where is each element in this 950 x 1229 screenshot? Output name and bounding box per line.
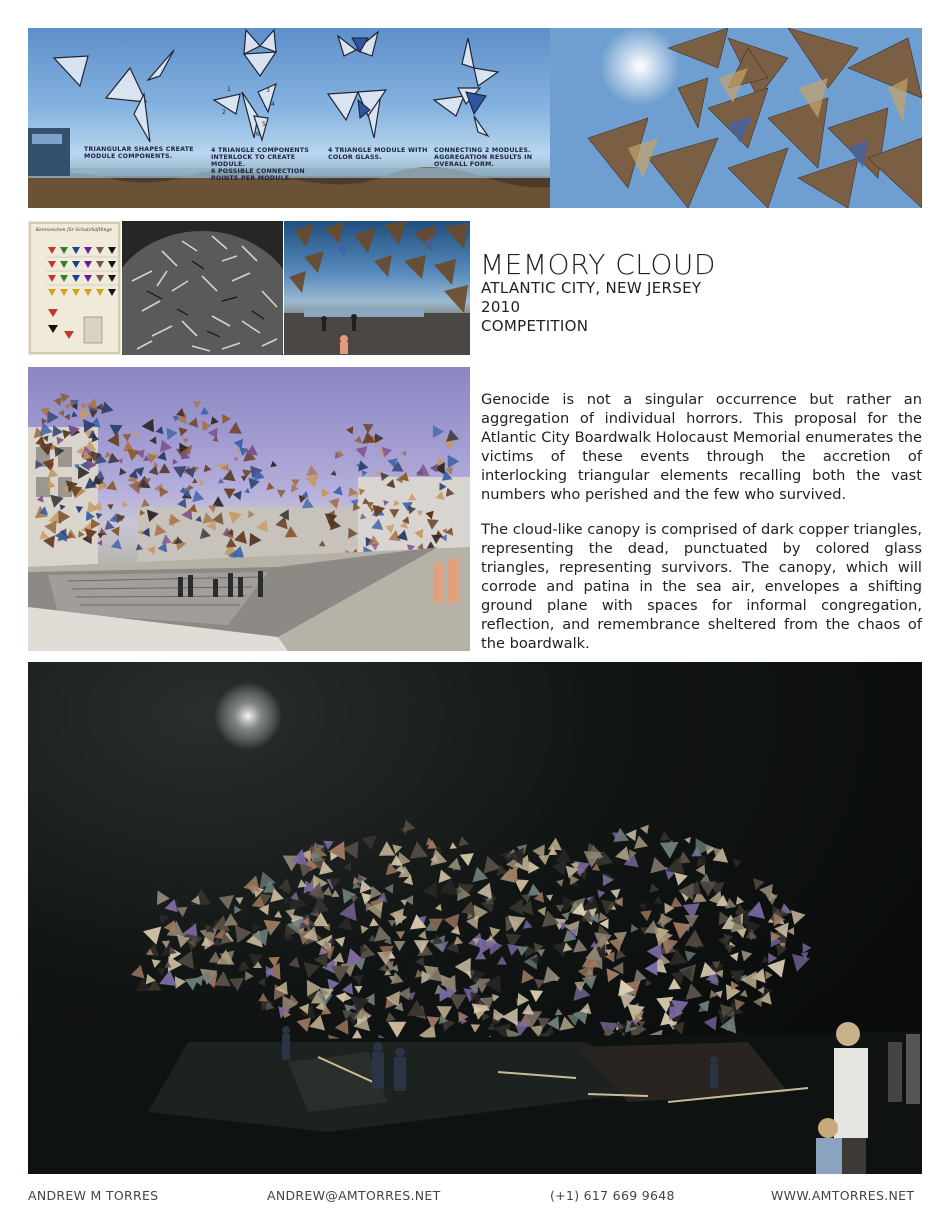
canopy-triangle bbox=[448, 858, 461, 871]
canopy-triangle bbox=[177, 498, 186, 508]
canopy-triangle bbox=[188, 485, 193, 491]
canopy-triangle bbox=[418, 930, 427, 939]
module-diagram-banner bbox=[28, 28, 922, 208]
canopy-triangle bbox=[415, 957, 424, 967]
canopy-triangle bbox=[740, 990, 748, 998]
project-type: COMPETITION bbox=[481, 317, 589, 335]
canopy-triangle bbox=[105, 520, 115, 530]
canopy-triangle bbox=[192, 478, 197, 483]
canopy-triangle bbox=[552, 860, 566, 876]
canopy-triangle bbox=[532, 844, 545, 858]
canopy-triangle bbox=[133, 430, 139, 436]
canopy-triangle bbox=[610, 889, 620, 899]
canopy-triangle bbox=[152, 959, 161, 968]
canopy-triangle bbox=[660, 914, 673, 928]
canopy-triangle bbox=[448, 455, 460, 468]
canopy-triangle bbox=[696, 865, 706, 876]
canopy-triangle bbox=[289, 957, 300, 968]
canopy-triangle bbox=[375, 433, 384, 443]
canopy-triangle bbox=[416, 464, 430, 476]
canopy-triangle bbox=[649, 883, 659, 893]
canopy-triangle bbox=[388, 1022, 407, 1038]
canopy-triangle bbox=[116, 513, 125, 523]
canopy-triangle bbox=[141, 499, 150, 507]
canopy-triangle bbox=[543, 966, 560, 983]
canopy-triangle bbox=[556, 848, 572, 862]
canopy-triangle bbox=[741, 971, 757, 989]
description-paragraph-1: Genocide is not a singular occurrence but rather an aggregation of individual horrors. This proposal for the Atlantic City Boardwalk Holocaust Memorial enumerates the victims of these events through the accretion of interlocking triangular elements recalling both the vast numbers who perished and the few who survived. bbox=[481, 391, 922, 503]
canopy-triangle bbox=[175, 976, 186, 989]
canopy-triangle bbox=[375, 471, 381, 477]
canopy-triangle bbox=[685, 930, 704, 947]
canopy-triangle bbox=[645, 961, 658, 976]
canopy-triangle bbox=[615, 846, 630, 861]
canopy-triangle bbox=[537, 907, 546, 917]
canopy-triangle bbox=[297, 1018, 312, 1033]
canopy-triangle bbox=[212, 496, 224, 506]
canopy-triangle bbox=[176, 408, 185, 417]
canopy-triangle bbox=[546, 895, 553, 902]
badge-chart-svg bbox=[28, 221, 121, 355]
canopy-triangle bbox=[640, 825, 649, 834]
canopy-triangle bbox=[192, 490, 204, 502]
connection-label-5: 5 bbox=[262, 121, 266, 128]
canopy-triangle bbox=[176, 907, 187, 917]
canopy-triangle bbox=[271, 461, 278, 467]
canopy-triangle bbox=[497, 956, 507, 965]
canopy-triangle bbox=[97, 533, 103, 538]
canopy-triangle bbox=[290, 892, 299, 901]
canopy-triangle bbox=[517, 993, 529, 1006]
canopy-triangle bbox=[204, 464, 212, 472]
canopy-triangle bbox=[188, 418, 198, 429]
day-rendering-svg bbox=[28, 367, 470, 651]
canopy-triangle bbox=[54, 397, 63, 406]
canopy-triangle bbox=[352, 975, 363, 986]
canopy-triangle bbox=[379, 841, 395, 856]
canopy-triangle bbox=[106, 480, 117, 490]
canopy-triangle bbox=[258, 978, 266, 987]
banner-diagram-svg bbox=[28, 28, 922, 208]
canopy-triangle bbox=[42, 418, 48, 424]
canopy-triangle bbox=[361, 925, 369, 934]
canopy-triangle bbox=[258, 993, 268, 1001]
canopy-plaza-svg bbox=[284, 221, 470, 355]
canopy-triangle bbox=[645, 979, 652, 986]
canopy-triangle bbox=[218, 478, 224, 483]
canopy-triangle bbox=[597, 890, 605, 898]
badge-chart-image bbox=[28, 221, 121, 355]
canopy-triangle bbox=[709, 891, 723, 906]
canopy-triangle bbox=[485, 975, 501, 993]
canopy-triangle bbox=[548, 838, 562, 851]
footer-website-link[interactable]: WWW.AMTORRES.NET bbox=[771, 1188, 915, 1203]
canopy-triangle bbox=[159, 463, 170, 473]
shard-sculpture-svg bbox=[122, 221, 283, 355]
canopy-triangle bbox=[127, 449, 140, 461]
canopy-triangle bbox=[686, 983, 703, 1000]
canopy-triangle bbox=[143, 927, 161, 945]
canopy-triangle bbox=[235, 897, 243, 904]
canopy-triangle bbox=[791, 910, 806, 925]
caption-triangle-shapes: TRIANGULAR SHAPES CREATE MODULE COMPONENTS. bbox=[84, 146, 194, 160]
canopy-triangle bbox=[229, 978, 244, 992]
canopy-triangle bbox=[502, 1008, 518, 1026]
canopy-triangle bbox=[696, 838, 712, 856]
canopy-triangle bbox=[422, 882, 437, 899]
canopy-triangle bbox=[361, 836, 376, 851]
canopy-triangle bbox=[455, 958, 471, 976]
canopy-triangle bbox=[217, 462, 225, 471]
canopy-triangle bbox=[335, 937, 345, 947]
night-rendering-svg bbox=[28, 662, 922, 1174]
canopy-triangle bbox=[200, 407, 209, 415]
canopy-triangle bbox=[507, 944, 520, 956]
canopy-triangle bbox=[110, 425, 123, 437]
canopy-triangle bbox=[388, 920, 396, 927]
canopy-triangle bbox=[304, 962, 321, 978]
canopy-triangle bbox=[647, 943, 662, 960]
canopy-triangle bbox=[167, 428, 178, 440]
canopy-triangle bbox=[274, 911, 282, 918]
canopy-triangle bbox=[101, 402, 113, 414]
canopy-triangle bbox=[185, 934, 203, 952]
canopy-triangle bbox=[233, 457, 238, 462]
canopy-triangle bbox=[670, 897, 682, 908]
canopy-triangle bbox=[461, 901, 476, 916]
canopy-triangle bbox=[556, 879, 563, 887]
canopy-triangle bbox=[427, 1016, 440, 1028]
canopy-triangle bbox=[323, 887, 333, 896]
canopy-triangle bbox=[234, 906, 241, 914]
canopy-triangle bbox=[521, 970, 534, 984]
canopy-triangle bbox=[322, 488, 330, 497]
canopy-triangle bbox=[331, 470, 337, 476]
canopy-triangle bbox=[640, 910, 652, 921]
canopy-triangle bbox=[650, 857, 667, 873]
canopy-triangle bbox=[157, 891, 170, 906]
canopy-triangle bbox=[471, 1024, 481, 1033]
canopy-triangle bbox=[660, 831, 671, 841]
night-rendering-image bbox=[28, 662, 922, 1174]
canopy-triangle bbox=[183, 438, 189, 443]
canopy-triangle bbox=[152, 451, 157, 456]
canopy-triangle bbox=[252, 922, 260, 932]
canopy-triangle bbox=[354, 436, 362, 443]
project-year: 2010 bbox=[481, 298, 521, 316]
canopy-triangle bbox=[685, 951, 697, 962]
canopy-triangle bbox=[354, 986, 362, 993]
canopy-triangle bbox=[331, 966, 350, 983]
canopy-triangle bbox=[555, 1008, 563, 1015]
canopy-triangle bbox=[435, 904, 442, 911]
canopy-triangle bbox=[631, 924, 639, 933]
connection-label-2: 2 bbox=[222, 109, 226, 116]
canopy-triangle bbox=[157, 968, 166, 976]
canopy-triangle bbox=[160, 487, 169, 498]
footer-name: ANDREW M TORRES bbox=[28, 1188, 159, 1203]
canopy-triangle bbox=[477, 883, 492, 899]
canopy-triangle bbox=[410, 842, 428, 859]
connection-label-1: 1 bbox=[227, 86, 231, 93]
canopy-triangle bbox=[803, 943, 812, 953]
canopy-triangle bbox=[157, 451, 166, 461]
canopy-triangle bbox=[562, 912, 570, 920]
canopy-triangle bbox=[361, 470, 367, 476]
canopy-triangle bbox=[556, 905, 565, 913]
footer-email-link[interactable]: ANDREW@AMTORRES.NET bbox=[267, 1188, 441, 1203]
canopy-triangle bbox=[65, 404, 71, 409]
canopy-triangle bbox=[396, 931, 405, 939]
canopy-triangle bbox=[530, 990, 543, 1002]
canopy-triangle bbox=[122, 501, 129, 508]
canopy-triangle bbox=[80, 403, 86, 409]
connection-label-4: 4 bbox=[271, 101, 275, 108]
canopy-triangle bbox=[331, 890, 339, 897]
canopy-triangle bbox=[458, 836, 468, 846]
canopy-triangle bbox=[219, 895, 234, 910]
canopy-triangle bbox=[741, 950, 752, 961]
canopy-triangle bbox=[123, 434, 132, 442]
canopy-triangle bbox=[730, 952, 739, 961]
canopy-triangle bbox=[733, 859, 742, 868]
canopy-triangle bbox=[346, 426, 353, 434]
canopy-triangle bbox=[58, 410, 64, 416]
canopy-triangle bbox=[753, 997, 762, 1007]
canopy-triangle bbox=[710, 990, 718, 998]
canopy-triangle bbox=[159, 914, 170, 924]
canopy-triangle bbox=[634, 969, 647, 982]
connection-label-3: 3 bbox=[266, 87, 270, 94]
canopy-triangle bbox=[71, 411, 77, 417]
canopy-triangle bbox=[278, 878, 291, 891]
canopy-triangle bbox=[193, 401, 201, 408]
canopy-triangle bbox=[47, 411, 58, 424]
canopy-triangle bbox=[684, 837, 691, 844]
canopy-triangle bbox=[768, 953, 777, 964]
canopy-triangle bbox=[119, 468, 126, 476]
canopy-triangle bbox=[369, 918, 379, 927]
canopy-triangle bbox=[736, 896, 744, 905]
canopy-triangle bbox=[547, 1016, 560, 1030]
canopy-triangle bbox=[792, 954, 810, 972]
canopy-triangle bbox=[616, 949, 626, 960]
canopy-triangle bbox=[211, 416, 219, 424]
canopy-triangle bbox=[787, 927, 794, 935]
canopy-triangle bbox=[267, 482, 275, 490]
canopy-triangle bbox=[306, 465, 318, 476]
canopy-triangle bbox=[534, 979, 545, 989]
canopy-triangle bbox=[609, 937, 623, 951]
day-rendering-image bbox=[28, 367, 470, 651]
canopy-triangle bbox=[573, 939, 588, 953]
canopy-triangle bbox=[392, 844, 402, 854]
canopy-triangle bbox=[634, 835, 648, 849]
canopy-triangle bbox=[111, 539, 122, 550]
canopy-triangle bbox=[758, 987, 765, 994]
canopy-triangle bbox=[129, 480, 142, 494]
canopy-triangle bbox=[244, 488, 249, 493]
canopy-triangle bbox=[224, 913, 238, 926]
canopy-triangle bbox=[107, 433, 119, 447]
canopy-triangle bbox=[149, 436, 156, 444]
canopy-triangle bbox=[449, 994, 467, 1010]
canopy-triangle bbox=[199, 480, 205, 486]
badge-chart-caption: Kennzeichen für Schutzhäftlinge bbox=[35, 228, 113, 233]
shard-sculpture-photo bbox=[122, 221, 283, 355]
canopy-triangle bbox=[179, 427, 188, 436]
canopy-triangle bbox=[277, 490, 286, 498]
canopy-triangle bbox=[765, 971, 773, 980]
canopy-triangle bbox=[160, 440, 172, 453]
canopy-triangle bbox=[107, 504, 113, 510]
canopy-triangle bbox=[61, 393, 70, 402]
canopy-triangle bbox=[759, 884, 773, 899]
canopy-triangle bbox=[208, 428, 218, 439]
canopy-triangle bbox=[185, 978, 199, 991]
canopy-triangle bbox=[80, 408, 90, 420]
canopy-triangle bbox=[369, 935, 377, 942]
canopy-triangle bbox=[724, 945, 733, 954]
canopy-triangle bbox=[104, 451, 111, 458]
canopy-triangle bbox=[333, 486, 343, 496]
canopy-triangle bbox=[343, 862, 351, 872]
canopy-triangle bbox=[222, 414, 231, 424]
canopy-triangle bbox=[401, 451, 406, 456]
canopy-triangle bbox=[363, 424, 374, 434]
canopy-triangle bbox=[173, 459, 179, 465]
canopy-triangle bbox=[131, 965, 145, 979]
footer-phone: (+1) 617 669 9648 bbox=[550, 1188, 675, 1203]
canopy-triangle bbox=[156, 426, 164, 434]
night-canopy-group bbox=[131, 820, 812, 1049]
canopy-triangle bbox=[450, 842, 457, 849]
caption-connecting-modules: CONNECTING 2 MODULES. AGGREGATION RESULTS IN OVERALL FORM. bbox=[434, 147, 533, 168]
canopy-triangle bbox=[245, 971, 254, 981]
canopy-plaza-photo bbox=[284, 221, 470, 355]
caption-interlock: 4 TRIANGLE COMPONENTS INTERLOCK TO CREATE MODULE. 6 POSSIBLE CONNECTION POINTS PER MODULE. bbox=[211, 147, 309, 182]
canopy-triangle bbox=[358, 461, 368, 472]
canopy-triangle bbox=[394, 941, 406, 951]
canopy-triangle bbox=[168, 956, 182, 972]
canopy-triangle bbox=[638, 902, 646, 911]
canopy-triangle bbox=[433, 425, 444, 438]
canopy-triangle bbox=[407, 1000, 426, 1016]
canopy-triangle bbox=[430, 464, 438, 473]
canopy-triangle bbox=[234, 439, 244, 449]
canopy-triangle bbox=[492, 994, 500, 1002]
canopy-triangle bbox=[523, 920, 533, 929]
connection-label-6: 6 bbox=[256, 131, 260, 138]
canopy-triangle bbox=[460, 853, 474, 866]
description-paragraph-2: The cloud-like canopy is comprised of dark copper triangles, representing the dead, punctuated by colored glass triangles, representing survivors. The canopy, which will corrode and patina in the sea air, envelopes a shifting ground plane with spaces for informal congregation, reflection, and remembrance sheltered from the chaos of the boardwalk. bbox=[481, 521, 922, 652]
canopy-triangle bbox=[385, 884, 394, 894]
canopy-triangle bbox=[351, 896, 359, 903]
canopy-triangle bbox=[660, 842, 679, 859]
canopy-triangle bbox=[509, 899, 524, 916]
canopy-triangle bbox=[446, 429, 459, 442]
canopy-triangle bbox=[86, 398, 97, 409]
canopy-triangle bbox=[224, 489, 236, 500]
canopy-triangle bbox=[356, 446, 368, 458]
canopy-triangle bbox=[386, 1012, 396, 1022]
caption-color-glass: 4 TRIANGLE MODULE WITH COLOR GLASS. bbox=[328, 147, 428, 161]
canopy-triangle bbox=[653, 896, 662, 904]
canopy-triangle bbox=[229, 422, 242, 434]
project-title: MEMORY CLOUD bbox=[480, 248, 716, 281]
canopy-triangle bbox=[64, 414, 70, 421]
canopy-triangle bbox=[142, 419, 154, 433]
canopy-triangle bbox=[403, 820, 415, 833]
canopy-triangle bbox=[89, 410, 98, 418]
canopy-triangle bbox=[766, 895, 778, 906]
canopy-triangle bbox=[398, 987, 410, 1000]
canopy-triangle bbox=[674, 872, 688, 885]
canopy-triangle bbox=[522, 1004, 534, 1015]
canopy-triangle bbox=[335, 1019, 349, 1035]
canopy-triangle bbox=[243, 876, 260, 893]
canopy-triangle bbox=[289, 892, 307, 911]
canopy-triangle bbox=[233, 491, 242, 501]
canopy-triangle bbox=[306, 475, 319, 488]
project-location: ATLANTIC CITY, NEW JERSEY bbox=[481, 279, 702, 297]
canopy-triangle bbox=[704, 1016, 717, 1030]
